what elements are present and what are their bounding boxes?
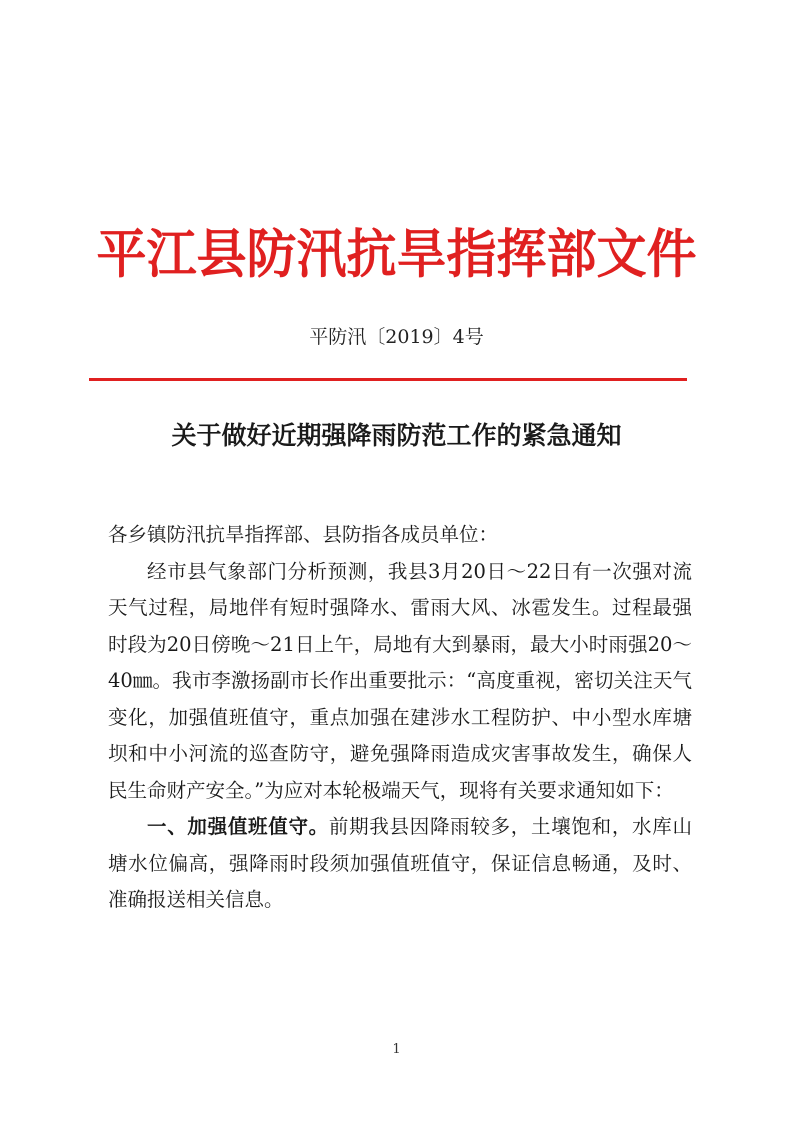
document-number: 平防汛〔2019〕4号 (309, 326, 484, 348)
section-1-text: 前期我县因降雨较多，土壤饱和，水库山塘水位偏高，强降雨时段须加强值班值守，保证信息畅通，及时、准确报送相关信息。 (108, 815, 692, 911)
page-number: 1 (392, 1042, 401, 1057)
salutation: 各乡镇防汛抗旱指挥部、县防指各成员单位： (108, 523, 499, 546)
notice-title: 关于做好近期强降雨防范工作的紧急通知 (171, 421, 622, 450)
paragraph-section-1 (108, 809, 692, 919)
red-divider-line (89, 378, 687, 381)
issuing-authority-title: 平江县防汛抗旱指挥部文件 (96, 223, 697, 285)
section-1-heading: 一、加强值班值守。 (147, 815, 329, 838)
paragraph-situation: 经市县气象部门分析预测，我县3月20日～22日有一次强对流天气过程，局地伴有短时强降水、雷雨大风、冰雹发生。过程最强时段为20日傍晚～21日上午，局地有大到暴雨，最大小时雨强20～40㎜。我市李激扬副市长作出重要批示：“高度重视，密切关注天气变化，加强值班值守，重点加强在建涉水工程防护、中小型水库塘坝和中小河流的巡查防守，避免强降雨造成灾害事故发生，确保人民生命财产安全。”为应对本轮极端天气，现将有关要求通知如下： (108, 559, 692, 802)
document-body (108, 517, 692, 919)
